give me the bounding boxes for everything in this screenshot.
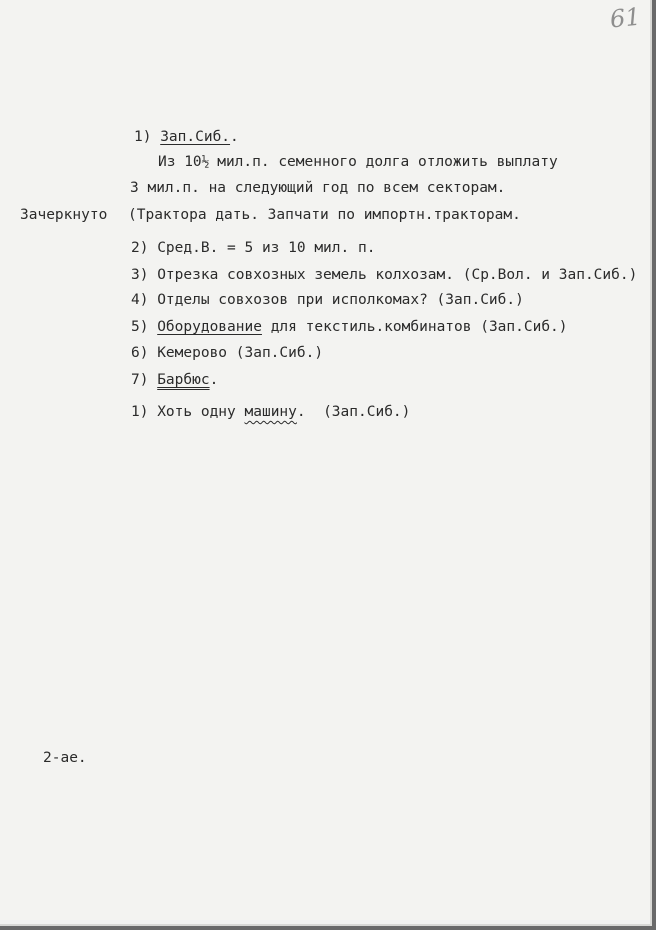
item-5 <box>131 318 568 336</box>
item-1-number: 1) <box>134 129 161 145</box>
item-7-period: . <box>209 372 219 388</box>
item-7 <box>131 371 218 389</box>
item-4: 4) Отделы совхозов при исполкомах? (Зап.Сиб.) <box>131 292 524 308</box>
item-1-line-3: (Трактора дать. Запчати по импортн.тракторам. <box>128 207 521 223</box>
footer-note: 2-ае. <box>43 750 87 766</box>
item-2: 2) Сред.В. = 5 из 10 мил. п. <box>131 240 376 256</box>
item-1-fraction: ½ <box>201 155 209 170</box>
item-1-heading <box>134 128 239 146</box>
item-5-underlined-word: Оборудование <box>157 319 262 335</box>
item-5-rest: для текстиль.комбинатов (Зап.Сиб.) <box>261 319 568 335</box>
sub-item-1-end: . (Зап.Сиб.) <box>296 404 411 420</box>
item-1-title: Зап.Сиб. <box>160 129 231 145</box>
sub-item-1-start: 1) Хоть одну <box>131 404 245 420</box>
item-1-line-1-end: мил.п. семенного долга отложить выплату <box>208 154 558 170</box>
item-1-line-2: 3 мил.п. на следующий год по всем секторам. <box>130 180 506 196</box>
item-5-number: 5) <box>131 319 158 335</box>
item-1-line-1 <box>158 153 558 172</box>
handwritten-page-number: 61 <box>608 2 642 34</box>
margin-note-crossed-out: Зачеркнуто <box>20 207 108 223</box>
item-7-underlined-word: Барбюс <box>157 372 210 388</box>
item-3: 3) Отрезка совхозных земель колхозам. (Ср.Вол. и Зап.Сиб.) <box>131 267 638 283</box>
item-1-line-1-start: Из 10 <box>158 154 202 170</box>
sub-item-1 <box>131 403 410 421</box>
sub-item-1-underlined-word: машину <box>244 404 297 420</box>
item-1-period: . <box>230 129 239 145</box>
item-7-number: 7) <box>131 372 158 388</box>
item-6: 6) Кемерово (Зап.Сиб.) <box>131 345 324 361</box>
